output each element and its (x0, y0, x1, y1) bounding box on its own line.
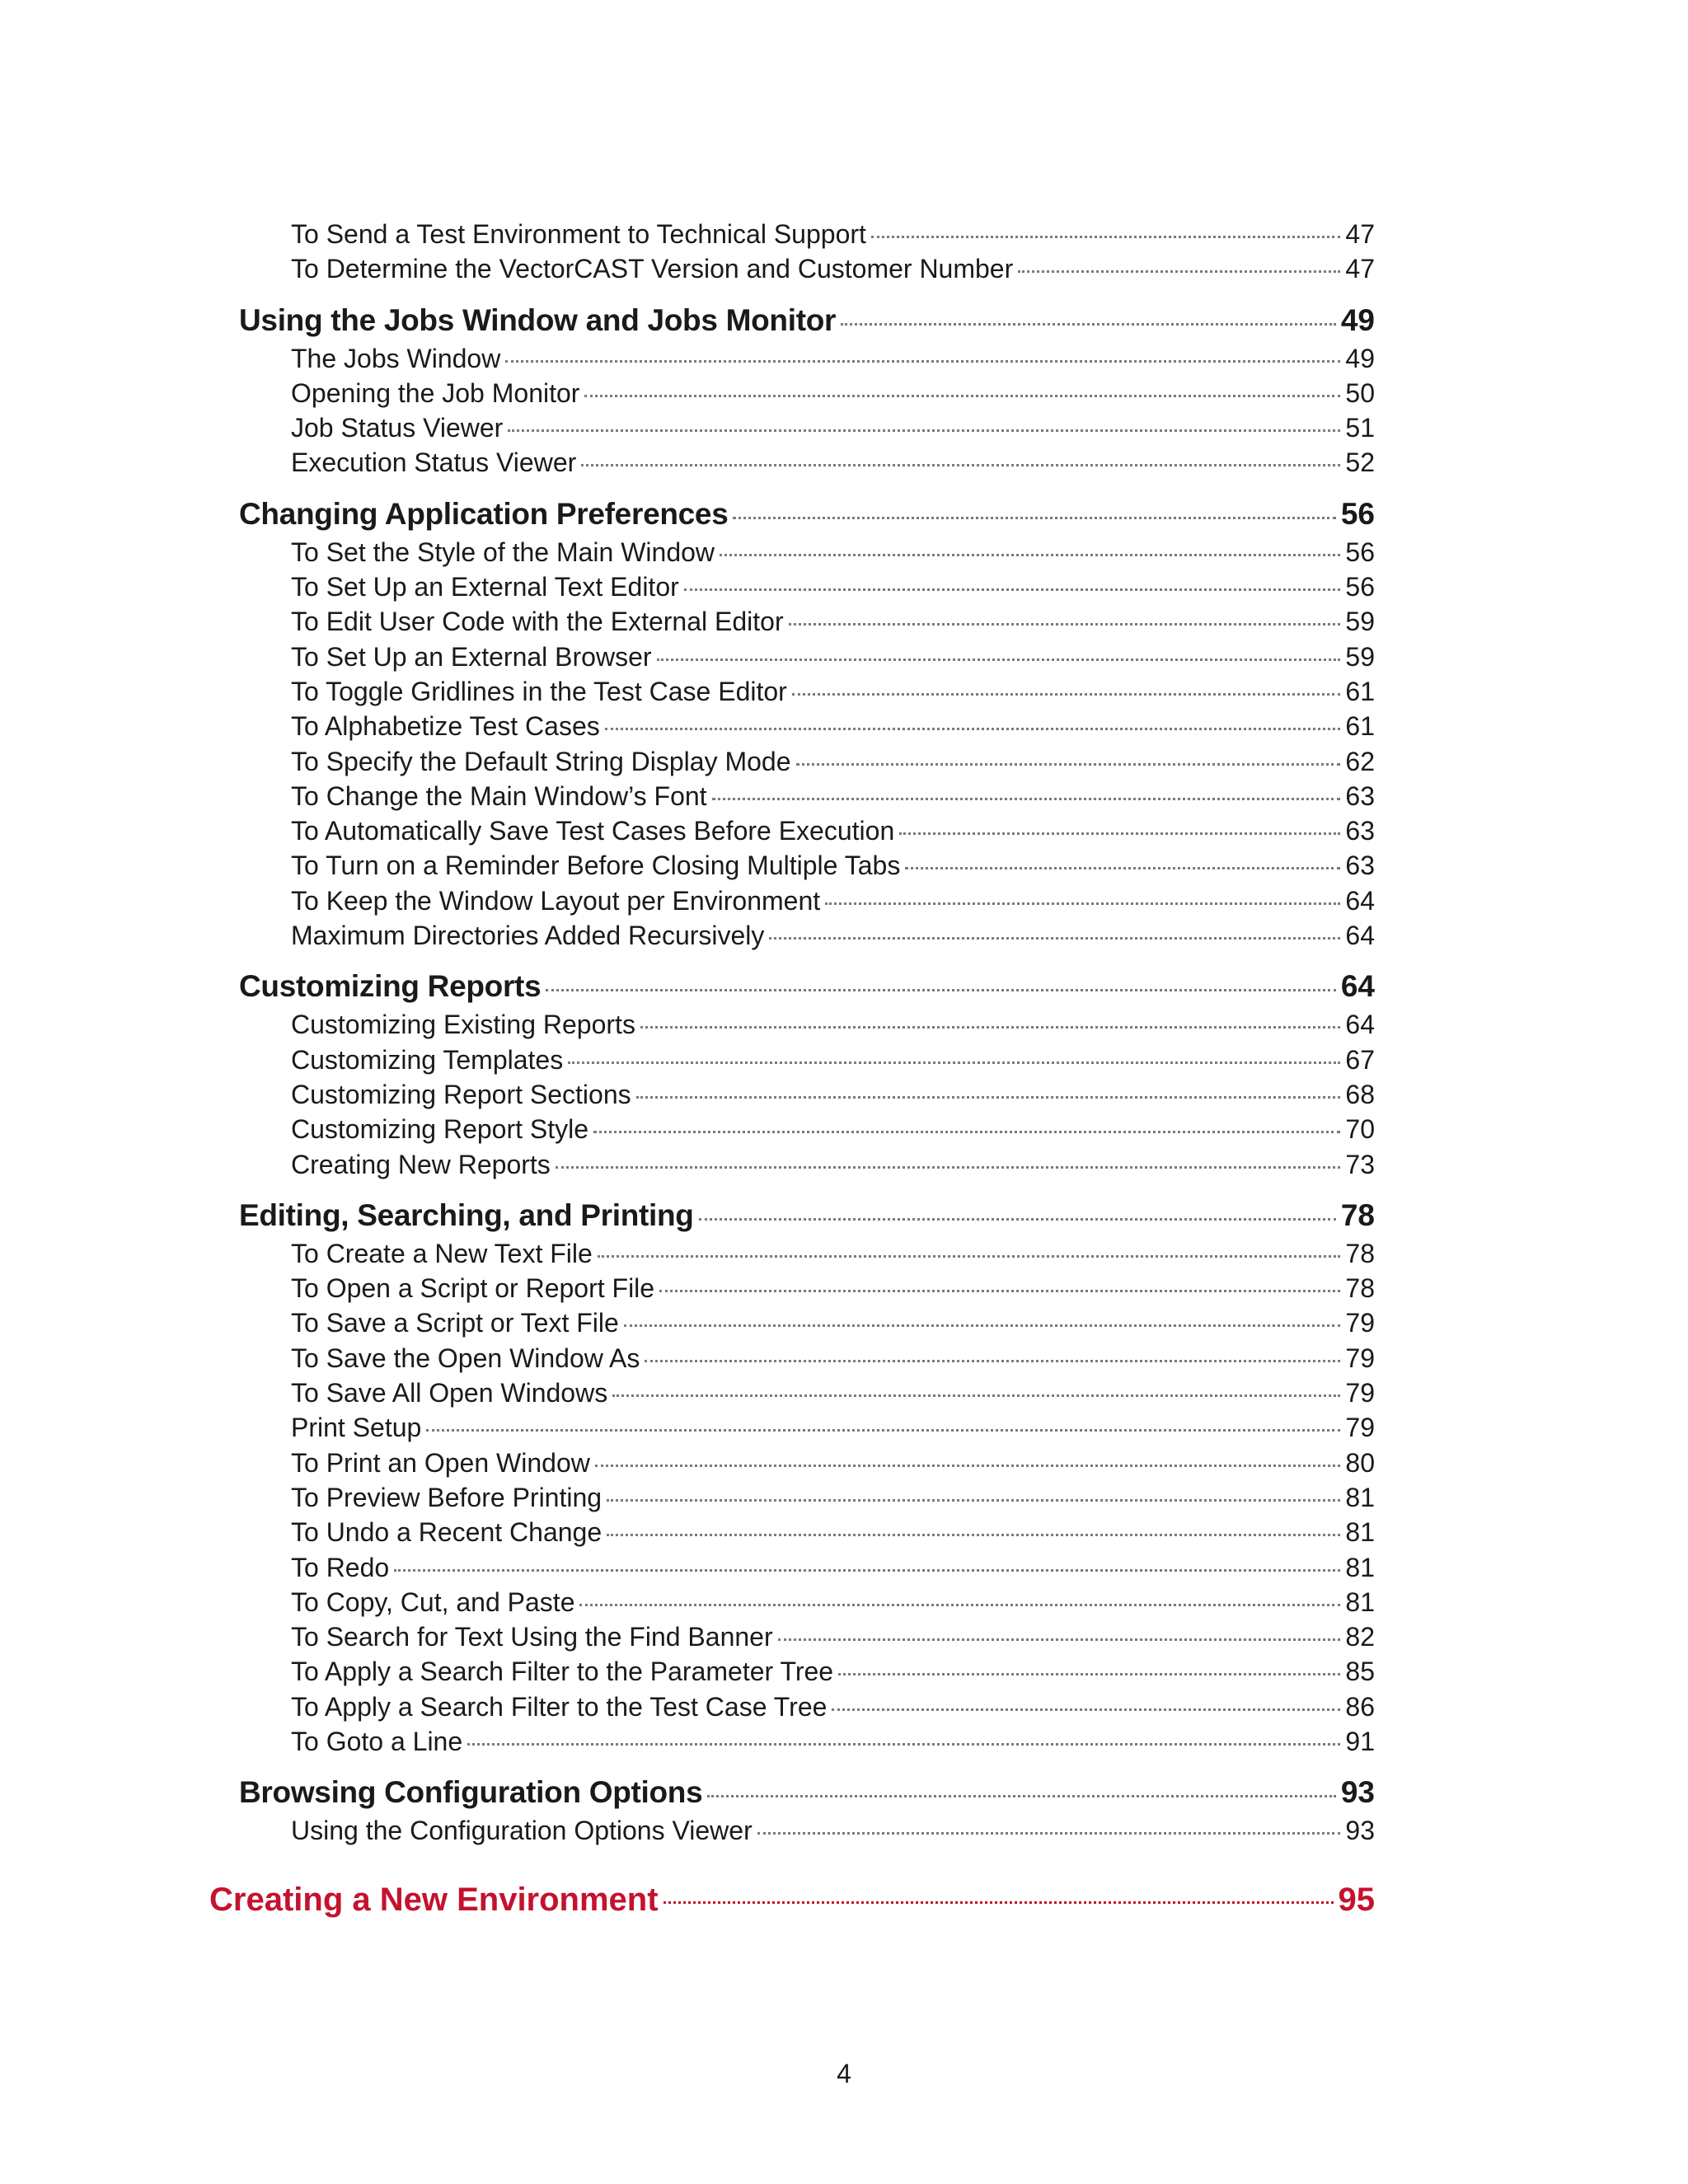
toc-entry-title: To Search for Text Using the Find Banner (291, 1622, 773, 1652)
dot-leader (684, 588, 1341, 591)
dot-leader (508, 429, 1340, 432)
toc-entry-title: Print Setup (291, 1413, 422, 1443)
toc-entry-page: 73 (1345, 1149, 1375, 1179)
toc-entry[interactable] (239, 341, 1375, 376)
toc-section-page: 78 (1340, 1197, 1375, 1232)
toc-section-heading[interactable] (239, 300, 1375, 341)
toc-entry[interactable] (239, 883, 1375, 918)
toc-entry-page: 79 (1345, 1343, 1375, 1373)
toc-entry-title: To Create a New Text File (291, 1238, 593, 1268)
dot-leader (769, 937, 1340, 940)
toc-entry-page: 85 (1345, 1657, 1375, 1687)
toc-entry-page: 61 (1345, 676, 1375, 706)
toc-entry-title: To Apply a Search Filter to the Parameter Tree (291, 1657, 834, 1687)
toc-entry-title: To Apply a Search Filter to the Test Case Tree (291, 1691, 828, 1722)
toc-entry[interactable] (239, 535, 1375, 569)
dot-leader (556, 1166, 1341, 1169)
dot-leader (899, 832, 1340, 835)
toc-entry-title: The Jobs Window (291, 343, 501, 373)
toc-entry-page: 63 (1345, 816, 1375, 846)
toc-entry-page: 81 (1345, 1517, 1375, 1548)
toc-chapter-heading[interactable] (209, 1875, 1375, 1924)
toc-entry-page: 64 (1345, 885, 1375, 916)
dot-leader (792, 693, 1341, 696)
table-of-contents (209, 217, 1375, 1924)
dot-leader (712, 798, 1341, 800)
toc-entry-title: To Set Up an External Browser (291, 641, 652, 672)
toc-entry[interactable] (239, 376, 1375, 410)
toc-entry-page: 79 (1345, 1413, 1375, 1443)
toc-entry-title: To Open a Script or Report File (291, 1273, 655, 1304)
toc-entry-title: To Redo (291, 1552, 390, 1582)
dot-leader (841, 323, 1336, 326)
toc-entry-page: 63 (1345, 780, 1375, 811)
dot-leader (645, 1360, 1340, 1362)
toc-entry[interactable] (239, 779, 1375, 813)
toc-entry-title: To Specify the Default String Display Mode (291, 746, 791, 776)
dot-leader (394, 1569, 1340, 1572)
toc-entry-page: 78 (1345, 1238, 1375, 1268)
dot-leader (579, 1604, 1340, 1606)
toc-entry-title: Creating New Reports (291, 1149, 551, 1179)
toc-entry-page: 93 (1345, 1816, 1375, 1846)
toc-entry[interactable] (239, 1585, 1375, 1619)
toc-section-title: Changing Application Preferences (239, 496, 729, 531)
toc-section-title: Customizing Reports (239, 969, 542, 1004)
toc-entry[interactable] (239, 410, 1375, 445)
dot-leader (595, 1465, 1341, 1467)
toc-section-title: Editing, Searching, and Printing (239, 1197, 694, 1232)
dot-leader (871, 236, 1341, 238)
toc-section-page: 49 (1340, 302, 1375, 337)
toc-entry[interactable] (239, 1446, 1375, 1480)
toc-entry-page: 56 (1345, 572, 1375, 602)
toc-entry[interactable] (239, 1271, 1375, 1305)
toc-entry-page: 86 (1345, 1691, 1375, 1722)
dot-leader (598, 1255, 1341, 1258)
toc-entry[interactable] (239, 1724, 1375, 1759)
dot-leader (568, 1062, 1340, 1064)
toc-section-title: Browsing Configuration Options (239, 1775, 703, 1810)
toc-entry-page: 62 (1345, 746, 1375, 776)
toc-section-heading[interactable] (239, 1772, 1375, 1813)
toc-section-page: 93 (1340, 1775, 1375, 1810)
toc-entry-title: To Edit User Code with the External Editor (291, 607, 784, 637)
toc-entry-title: To Change the Main Window’s Font (291, 780, 707, 811)
toc-entry[interactable] (239, 1515, 1375, 1549)
dot-leader (720, 554, 1340, 556)
toc-entry-title: To Turn on a Reminder Before Closing Multiple Tabs (291, 851, 901, 881)
toc-entry[interactable] (239, 1341, 1375, 1376)
toc-entry-page: 79 (1345, 1378, 1375, 1408)
dot-leader (426, 1429, 1340, 1432)
dot-leader (584, 395, 1340, 397)
dot-leader (605, 728, 1341, 730)
toc-entry-page: 63 (1345, 851, 1375, 881)
toc-entry[interactable] (239, 1305, 1375, 1340)
dot-leader (838, 1673, 1340, 1675)
toc-entry-title: To Toggle Gridlines in the Test Case Editor (291, 676, 787, 706)
toc-entry-title: Customizing Existing Reports (291, 1010, 635, 1040)
toc-entry[interactable] (239, 1376, 1375, 1410)
toc-entry-page: 52 (1345, 448, 1375, 478)
dot-leader (905, 867, 1340, 869)
dot-leader (796, 763, 1341, 766)
toc-section-page: 64 (1340, 969, 1375, 1004)
toc-entry-title: To Save a Script or Text File (291, 1308, 619, 1338)
toc-entry-page: 70 (1345, 1114, 1375, 1145)
dot-leader (607, 1499, 1340, 1502)
toc-entry[interactable] (239, 1007, 1375, 1042)
toc-entry[interactable] (239, 217, 1375, 251)
dot-leader (607, 1534, 1340, 1536)
toc-entry-page: 81 (1345, 1586, 1375, 1617)
dot-leader (593, 1131, 1340, 1133)
toc-entry[interactable] (239, 1410, 1375, 1445)
toc-entry[interactable] (239, 604, 1375, 639)
dot-leader (789, 623, 1341, 626)
dot-leader (636, 1096, 1341, 1099)
toc-entry[interactable] (239, 1043, 1375, 1077)
toc-entry-page: 91 (1345, 1726, 1375, 1756)
dot-leader (505, 360, 1340, 363)
dot-leader (640, 1026, 1340, 1029)
toc-entry[interactable] (239, 1654, 1375, 1689)
toc-entry-title: Execution Status Viewer (291, 448, 577, 478)
toc-entry-title: Maximum Directories Added Recursively (291, 921, 765, 951)
dot-leader (1018, 270, 1340, 273)
toc-entry-page: 49 (1345, 343, 1375, 373)
toc-entry-title: Customizing Report Sections (291, 1079, 631, 1109)
dot-leader (699, 1218, 1336, 1221)
dot-leader (581, 464, 1340, 466)
page-number: 4 (837, 2059, 851, 2088)
toc-entry-page: 64 (1345, 1010, 1375, 1040)
toc-chapter-title: Creating a New Environment (209, 1881, 659, 1918)
dot-leader (612, 1394, 1340, 1397)
toc-entry[interactable] (239, 709, 1375, 743)
toc-entry-page: 64 (1345, 921, 1375, 951)
dot-leader (657, 658, 1341, 661)
toc-entry-title: Job Status Viewer (291, 413, 504, 443)
dot-leader (825, 902, 1340, 905)
toc-entry-title: To Save the Open Window As (291, 1343, 640, 1373)
dot-leader (663, 1901, 1334, 1904)
toc-entry-page: 61 (1345, 711, 1375, 742)
toc-entry[interactable] (239, 848, 1375, 883)
toc-entry-page: 81 (1345, 1482, 1375, 1512)
dot-leader (757, 1832, 1341, 1835)
toc-entry-page: 81 (1345, 1552, 1375, 1582)
toc-entry-title: To Undo a Recent Change (291, 1517, 603, 1548)
toc-entry[interactable] (239, 1813, 1375, 1848)
toc-entry[interactable] (239, 445, 1375, 480)
toc-entry[interactable] (239, 1077, 1375, 1112)
dot-leader (778, 1638, 1341, 1641)
dot-leader (832, 1708, 1340, 1711)
toc-section-heading[interactable] (239, 1195, 1375, 1236)
toc-entry-page: 79 (1345, 1308, 1375, 1338)
toc-entry[interactable] (239, 1112, 1375, 1146)
toc-entry[interactable] (239, 1480, 1375, 1515)
toc-entry-page: 82 (1345, 1622, 1375, 1652)
toc-entry-title: To Preview Before Printing (291, 1482, 603, 1512)
toc-entry-title: To Send a Test Environment to Technical Support (291, 219, 866, 249)
toc-section-page: 56 (1340, 496, 1375, 531)
dot-leader (707, 1795, 1335, 1797)
toc-entry-page: 56 (1345, 537, 1375, 567)
dot-leader (546, 989, 1335, 991)
toc-entry[interactable] (239, 569, 1375, 604)
dot-leader (467, 1743, 1340, 1746)
dot-leader (624, 1324, 1341, 1327)
toc-entry[interactable] (239, 1690, 1375, 1724)
toc-entry-page: 80 (1345, 1447, 1375, 1478)
toc-entry[interactable] (239, 1550, 1375, 1585)
toc-entry-title: Customizing Report Style (291, 1114, 589, 1145)
toc-section-title: Using the Jobs Window and Jobs Monitor (239, 302, 837, 337)
toc-entry-title: To Set the Style of the Main Window (291, 537, 715, 567)
toc-entry-page: 47 (1345, 219, 1375, 249)
toc-entry-page: 47 (1345, 254, 1375, 284)
toc-entry-page: 50 (1345, 377, 1375, 408)
toc-entry-title: Customizing Templates (291, 1044, 564, 1075)
toc-entry-title: To Print an Open Window (291, 1447, 590, 1478)
toc-section-heading[interactable] (239, 494, 1375, 535)
dot-leader (733, 517, 1335, 519)
toc-entry-page: 51 (1345, 413, 1375, 443)
toc-entry-title: To Alphabetize Test Cases (291, 711, 600, 742)
toc-entry[interactable] (239, 813, 1375, 848)
toc-entry-page: 78 (1345, 1273, 1375, 1304)
toc-entry[interactable] (239, 251, 1375, 286)
toc-entry-title: Using the Configuration Options Viewer (291, 1816, 753, 1846)
toc-chapter-page: 95 (1338, 1881, 1375, 1918)
toc-entry-title: To Save All Open Windows (291, 1378, 608, 1408)
toc-entry-page: 59 (1345, 607, 1375, 637)
toc-entry-title: To Copy, Cut, and Paste (291, 1586, 575, 1617)
toc-entry[interactable] (239, 1147, 1375, 1182)
toc-entry-title: To Automatically Save Test Cases Before Execution (291, 816, 895, 846)
toc-section-heading[interactable] (239, 966, 1375, 1007)
toc-entry[interactable] (239, 918, 1375, 953)
toc-entry-title: Opening the Job Monitor (291, 377, 580, 408)
toc-entry[interactable] (239, 1619, 1375, 1654)
toc-entry[interactable] (239, 640, 1375, 674)
toc-entry-title: To Keep the Window Layout per Environment (291, 885, 821, 916)
toc-entry[interactable] (239, 674, 1375, 709)
toc-entry-page: 68 (1345, 1079, 1375, 1109)
dot-leader (659, 1290, 1340, 1292)
toc-entry[interactable] (239, 1236, 1375, 1271)
toc-entry-page: 67 (1345, 1044, 1375, 1075)
toc-entry-title: To Goto a Line (291, 1726, 463, 1756)
toc-entry-title: To Set Up an External Text Editor (291, 572, 679, 602)
toc-entry-title: To Determine the VectorCAST Version and Customer Number (291, 254, 1014, 284)
toc-entry[interactable] (239, 744, 1375, 779)
toc-entry-page: 59 (1345, 641, 1375, 672)
